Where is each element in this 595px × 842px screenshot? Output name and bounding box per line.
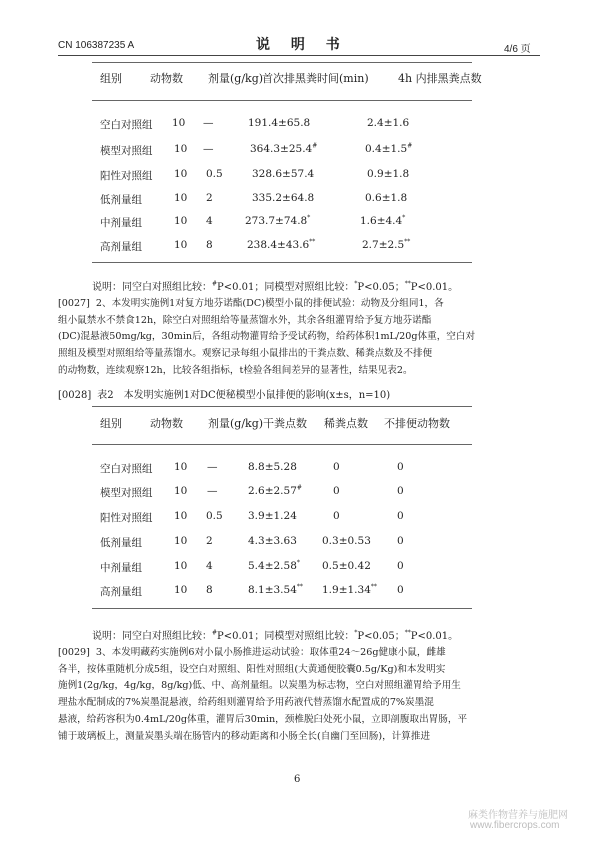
cell-text: 335.2±64.8 — [252, 192, 315, 204]
table-cell-value — [322, 560, 371, 572]
table-cell-value — [362, 239, 410, 251]
table-cell-value — [252, 168, 314, 180]
table-cell-value — [250, 143, 317, 155]
table-1-note: 说明：同空白对照组比较：#P<0.01；同模型对照组比较：*P<0.05；**P<0.01。 — [92, 280, 459, 293]
row-dose: — — [207, 461, 218, 473]
row-count: 10 — [174, 239, 188, 251]
watermark-url: www.fibercrops.com — [470, 820, 560, 831]
table-cell-value — [248, 510, 297, 522]
row-count: 10 — [172, 117, 186, 129]
table-rule — [92, 406, 472, 407]
significance-mark: ** — [370, 583, 377, 591]
page-indicator: 4/6 页 — [504, 44, 531, 55]
row-group: 模型对照组 — [100, 145, 153, 157]
table-cell-value — [248, 560, 300, 572]
column-header: 动物数 — [150, 417, 183, 430]
row-count: 10 — [174, 192, 188, 204]
paragraph-tag: [0029] — [58, 647, 90, 658]
significance-mark: * — [307, 214, 311, 222]
row-count: 10 — [174, 584, 188, 596]
row-group: 中剂量组 — [100, 562, 142, 574]
cell-text: 328.6±57.4 — [252, 168, 315, 180]
row-count: 10 — [174, 485, 188, 497]
cell-text: 238.4±43.6 — [247, 239, 310, 251]
table-cell-value — [365, 192, 407, 204]
row-count: 10 — [174, 215, 188, 227]
row-dose: 4 — [206, 215, 213, 227]
significance-mark: * — [296, 559, 300, 567]
paragraph-text: 3、本发明藏药实施例6对小鼠小肠推进运动试验：取体重24～26g健康小鼠，雌雄 — [95, 647, 446, 658]
paragraph-line: 照组及模型对照组给等量蒸馏水。观察记录每组小鼠排出的干粪点数、稀粪点数及不排便 — [58, 348, 433, 360]
cell-text: 0 — [397, 535, 404, 547]
table-2-caption: 表2 本发明实施例1对DC便秘模型小鼠排便的影响(x±s，n=10) — [97, 390, 391, 401]
row-group: 阳性对照组 — [100, 512, 153, 524]
table-cell-value — [397, 560, 404, 572]
table-cell-value — [333, 485, 340, 497]
column-header: 4h 内排黑粪点数 — [398, 72, 482, 85]
table-cell-value — [397, 584, 404, 596]
column-header: 组别 — [100, 417, 122, 430]
row-dose: 4 — [206, 560, 213, 572]
cell-text: 2.4±1.6 — [367, 117, 410, 129]
row-group: 空白对照组 — [100, 119, 153, 131]
cell-text: 0 — [397, 485, 404, 497]
table-cell-value — [248, 485, 302, 497]
column-header: 剂量(g/kg) — [208, 72, 264, 85]
table-cell-value — [365, 143, 412, 155]
table-cell-value — [252, 192, 314, 204]
paragraph-line — [58, 296, 540, 313]
cell-text: 0.9±1.8 — [367, 168, 410, 180]
row-group: 高剂量组 — [100, 241, 142, 253]
table-cell-value — [367, 117, 409, 129]
table-cell-value — [367, 168, 409, 180]
table-cell-value — [247, 239, 315, 251]
cell-text: 8.8±5.28 — [248, 461, 297, 473]
column-header: 稀粪点数 — [324, 417, 368, 430]
row-group: 高剂量组 — [100, 586, 142, 598]
row-group: 低剂量组 — [100, 537, 142, 549]
table-rule — [92, 62, 472, 63]
cell-text: 8.1±3.54 — [248, 584, 297, 596]
row-dose: 2 — [206, 535, 213, 547]
table-cell-value — [397, 461, 404, 473]
table-cell-value — [248, 584, 303, 596]
cell-text: 1.9±1.34 — [322, 584, 371, 596]
cell-text: 0 — [333, 461, 340, 473]
significance-mark: # — [312, 142, 318, 150]
table-cell-value — [333, 461, 340, 473]
cell-text: 0.4±1.5 — [365, 143, 408, 155]
cell-text: 4.3±3.63 — [248, 535, 297, 547]
row-dose: — — [207, 485, 218, 497]
table-cell-value — [248, 461, 297, 473]
paragraph-0027 — [58, 296, 540, 380]
patent-number: CN 106387235 A — [58, 40, 135, 51]
cell-text: 1.6±4.4 — [360, 215, 403, 227]
paragraph-0028 — [58, 386, 390, 401]
paragraph-line — [58, 645, 540, 662]
table-cell-value — [397, 535, 404, 547]
row-dose: — — [203, 143, 214, 155]
table-2-note: 说明：同空白对照组比较：#P<0.01；同模型对照组比较：*P<0.05；**P<0.01。 — [92, 629, 459, 642]
table-cell-value — [322, 584, 377, 596]
row-dose: 2 — [206, 192, 213, 204]
row-dose: 0.5 — [206, 168, 223, 180]
cell-text: 3.9±1.24 — [248, 510, 297, 522]
document-title: 说 明 书 — [256, 37, 348, 53]
table-cell-value — [397, 485, 404, 497]
paragraph-line: 施例1(2g/kg，4g/kg，8g/kg)低、中、高剂量组。以炭墨为标志物，空白对照组灌胃给予用生 — [58, 680, 461, 692]
row-group: 阳性对照组 — [100, 170, 153, 182]
cell-text: 0 — [333, 510, 340, 522]
cell-text: 2.7±2.5 — [362, 239, 405, 251]
paragraph-line: 各半，按体重随机分成5组，设空白对照组、阳性对照组(大黄通便胶囊0.5g/Kg)和本发明实 — [58, 663, 446, 675]
row-count: 10 — [174, 510, 188, 522]
paragraph-text: 2、本发明实施例1对复方地芬诺酯(DC)模型小鼠的排便试验：动物及分组同1，各 — [95, 298, 444, 309]
cell-text: 0 — [397, 461, 404, 473]
paragraph-tag: [0028] — [58, 390, 92, 401]
cell-text: 0.6±1.8 — [365, 192, 408, 204]
paragraph-tag: [0027] — [58, 298, 90, 309]
significance-mark: # — [407, 142, 413, 150]
row-dose: 8 — [206, 239, 213, 251]
page-number: 6 — [294, 774, 301, 785]
cell-text: 0.3±0.53 — [322, 535, 371, 547]
table-cell-value — [333, 510, 340, 522]
row-group: 空白对照组 — [100, 463, 153, 475]
column-header: 组别 — [100, 72, 122, 85]
table-rule — [92, 608, 472, 609]
column-header: 动物数 — [150, 72, 183, 85]
row-count: 10 — [174, 535, 188, 547]
row-dose: 0.5 — [206, 510, 223, 522]
significance-mark: ** — [309, 238, 316, 246]
table-cell-value — [248, 117, 310, 129]
column-header: 首次排黑粪时间(min) — [262, 72, 369, 85]
cell-text: 0 — [397, 584, 404, 596]
table-cell-value — [245, 215, 310, 227]
table-cell-value — [360, 215, 405, 227]
significance-mark: ** — [404, 238, 411, 246]
column-header: 剂量(g/kg) — [208, 417, 264, 430]
row-count: 10 — [174, 143, 188, 155]
cell-text: 5.4±2.58 — [248, 560, 297, 572]
cell-text: 2.6±2.57 — [248, 485, 297, 497]
table-rule — [92, 100, 472, 101]
cell-text: 0 — [333, 485, 340, 497]
cell-text: 0.5±0.42 — [322, 560, 371, 572]
row-group: 模型对照组 — [100, 487, 153, 499]
paragraph-line: 理盐水配制成的7%炭墨混悬液，给药组则灌胃给予用药液代替蒸馏水配置成的7%炭墨混 — [58, 697, 434, 709]
cell-text: 0 — [397, 510, 404, 522]
row-dose: 8 — [206, 584, 213, 596]
cell-text: 191.4±65.8 — [248, 117, 311, 129]
column-header: 不排便动物数 — [384, 417, 450, 430]
row-count: 10 — [174, 461, 188, 473]
significance-mark: ** — [296, 583, 303, 591]
cell-text: 0 — [397, 560, 404, 572]
paragraph-line: 悬液，给药容积为0.4mL/20g体重，灌胃后30min，颈椎脱臼处死小鼠，立即剖腹取出胃肠，平 — [58, 713, 468, 725]
table-cell-value — [322, 535, 371, 547]
table-cell-value — [248, 535, 297, 547]
row-group: 中剂量组 — [100, 217, 142, 229]
table-rule — [92, 262, 472, 263]
cell-text: 273.7±74.8 — [245, 215, 308, 227]
table-rule — [92, 444, 472, 445]
significance-mark: # — [296, 484, 302, 492]
paragraph-line: (DC)混悬液50mg/kg，30min后，各组动物灌胃给予受试药物，给药体积1mL/20g体重，空白对 — [58, 331, 476, 343]
paragraph-0029 — [58, 645, 540, 745]
paragraph-line: 铺于玻璃板上，测量炭墨头端在肠管内的移动距离和小肠全长(自幽门至回肠)，计算推进 — [58, 730, 431, 742]
row-dose: — — [203, 117, 214, 129]
cell-text: 364.3±25.4 — [250, 143, 313, 155]
paragraph-line: 组小鼠禁水不禁食12h，除空白对照组给等量蒸馏水外，其余各组灌胃给予复方地芬诺酯 — [58, 314, 432, 326]
table-cell-value — [397, 510, 404, 522]
column-header: 干粪点数 — [263, 417, 307, 430]
row-count: 10 — [174, 560, 188, 572]
significance-mark: * — [402, 214, 406, 222]
watermark-title: 麻类作物营养与施肥网 — [468, 810, 568, 821]
row-group: 低剂量组 — [100, 194, 142, 206]
paragraph-line: 的动物数，连续观察12h，比较各组指标，t检验各组间差异的显著性，结果见表2。 — [58, 364, 413, 376]
row-count: 10 — [174, 168, 188, 180]
header-rule — [58, 55, 540, 56]
